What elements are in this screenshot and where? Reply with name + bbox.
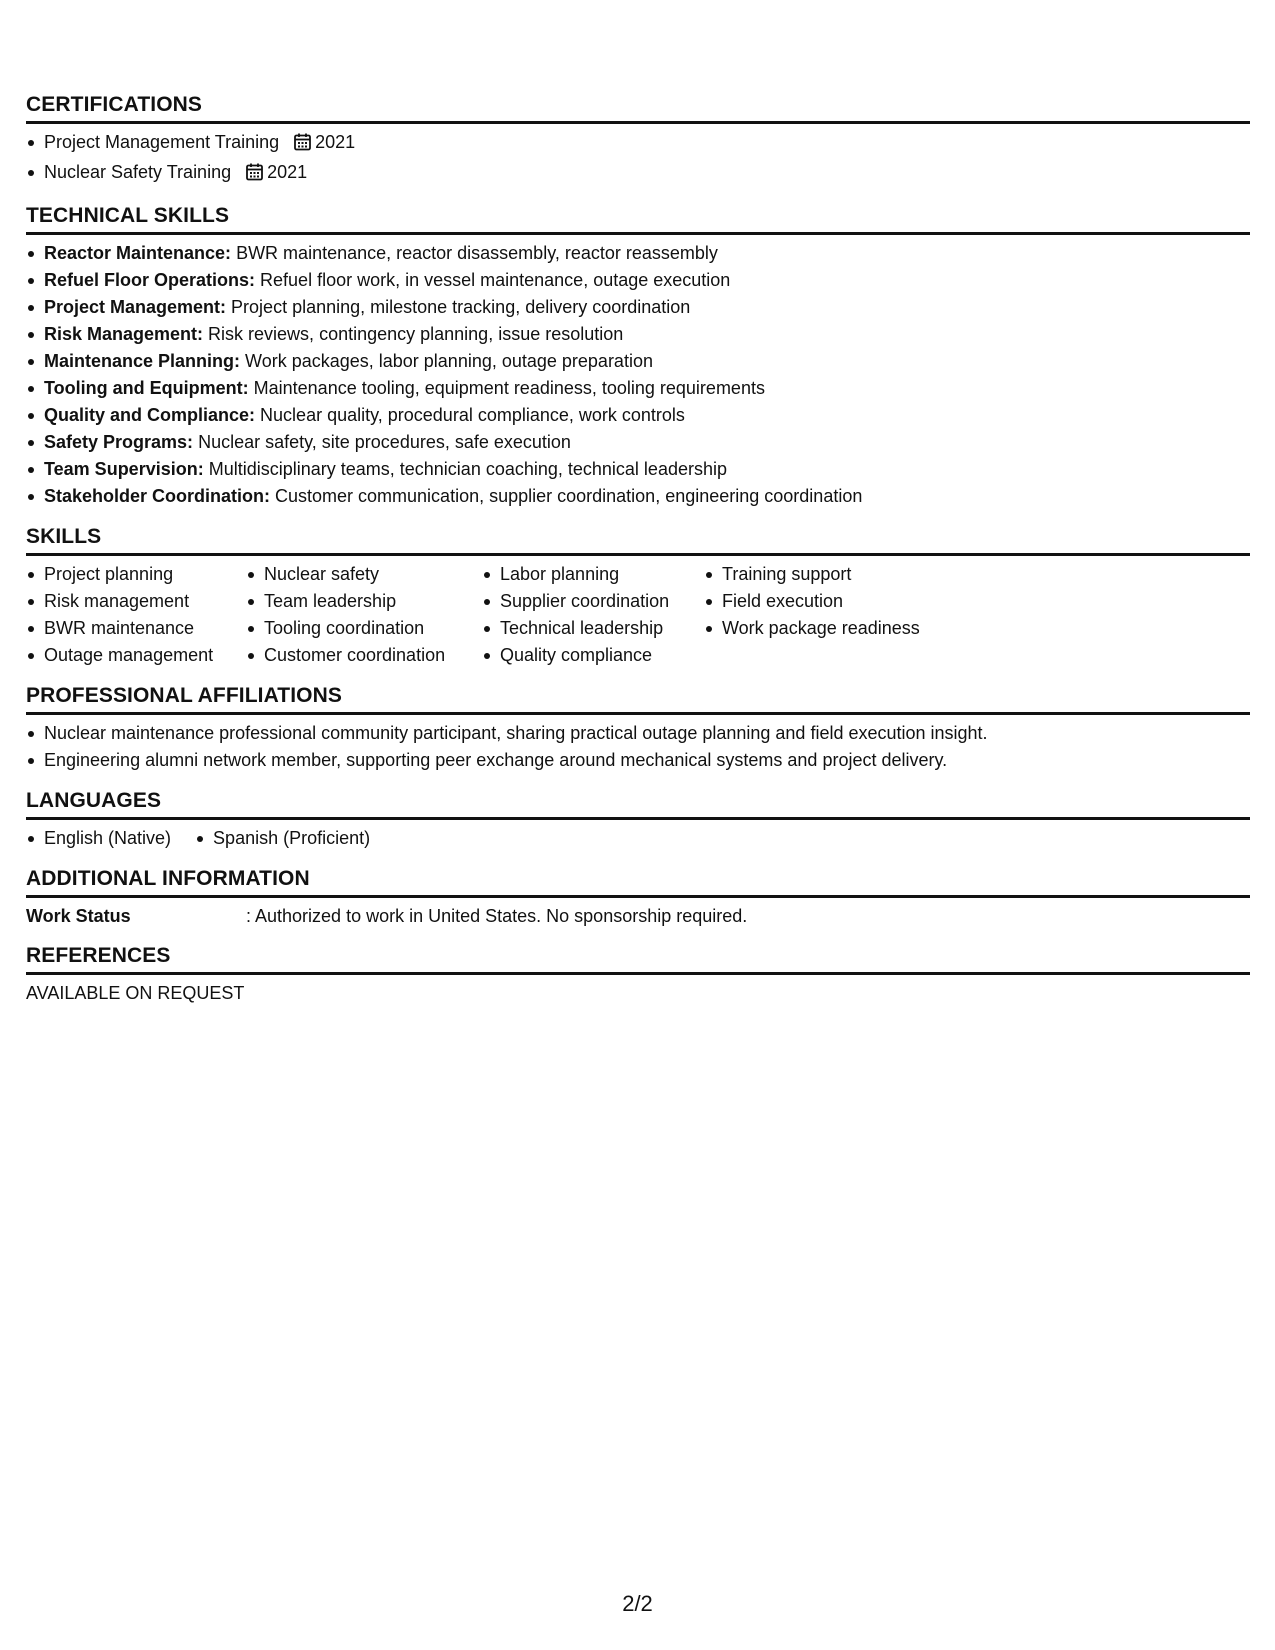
- skills-column: [704, 561, 964, 669]
- skill-text: Maintenance tooling, equipment readiness, tooling requirements: [248, 378, 765, 398]
- certification-name: Nuclear Safety Training: [44, 162, 232, 182]
- certification-name: Project Management Training: [44, 132, 280, 152]
- skill-label: Safety Programs:: [44, 432, 194, 452]
- list-item: Outage management: [26, 642, 246, 669]
- section-title: LANGUAGES: [26, 788, 1250, 820]
- list-item: Nuclear maintenance professional community participant, sharing practical outage planning and field execution insight.: [26, 720, 1250, 747]
- list-item: Technical leadership: [482, 615, 704, 642]
- list-item: [26, 294, 1250, 321]
- list-item: Tooling coordination: [246, 615, 482, 642]
- certification-year: 2021: [267, 162, 308, 182]
- list-item: [26, 483, 1250, 510]
- page-number: 2/2: [622, 1591, 653, 1616]
- references-text: AVAILABLE ON REQUEST: [26, 983, 245, 1003]
- skills-grid: [26, 561, 1250, 669]
- list-item: Engineering alumni network member, supporting peer exchange around mechanical systems and project delivery.: [26, 747, 1250, 774]
- skill-text: Nuclear quality, procedural compliance, work controls: [255, 405, 685, 425]
- list-item: [26, 159, 1250, 189]
- list-item: Work package readiness: [704, 615, 964, 642]
- languages-section: [26, 788, 1250, 852]
- list-item: English (Native): [26, 825, 171, 852]
- list-item: [26, 240, 1250, 267]
- section-title: SKILLS: [26, 524, 1250, 556]
- list-item: [26, 348, 1250, 375]
- calendar-icon: [294, 132, 311, 159]
- skills-section: [26, 524, 1250, 669]
- list-item: Team leadership: [246, 588, 482, 615]
- work-status-value: : Authorized to work in United States. No sponsorship required.: [246, 906, 748, 926]
- section-title: CERTIFICATIONS: [26, 92, 1250, 124]
- section-title: TECHNICAL SKILLS: [26, 203, 1250, 235]
- work-status-row: [26, 903, 1250, 929]
- certifications-list: [26, 129, 1250, 189]
- skill-label: Stakeholder Coordination:: [44, 486, 271, 506]
- list-item: BWR maintenance: [26, 615, 246, 642]
- section-title: PROFESSIONAL AFFILIATIONS: [26, 683, 1250, 715]
- skill-label: Project Management:: [44, 297, 227, 317]
- skill-label: Reactor Maintenance:: [44, 243, 232, 263]
- work-status-label: Work Status: [26, 906, 131, 926]
- skill-label: Quality and Compliance:: [44, 405, 256, 425]
- list-item: [26, 429, 1250, 456]
- section-title: ADDITIONAL INFORMATION: [26, 866, 1250, 898]
- skill-text: Nuclear safety, site procedures, safe execution: [193, 432, 571, 452]
- technical-skills-list: [26, 240, 1250, 510]
- skill-text: Customer communication, supplier coordination, engineering coordination: [270, 486, 863, 506]
- list-item: Quality compliance: [482, 642, 704, 669]
- calendar-icon: [246, 162, 263, 189]
- certifications-section: [26, 92, 1250, 189]
- skills-column: [482, 561, 704, 669]
- list-item: Labor planning: [482, 561, 704, 588]
- list-item: Field execution: [704, 588, 964, 615]
- skill-label: Maintenance Planning:: [44, 351, 241, 371]
- skill-label: Risk Management:: [44, 324, 204, 344]
- list-item: [26, 321, 1250, 348]
- list-item: [26, 456, 1250, 483]
- list-item: Project planning: [26, 561, 246, 588]
- list-item: [26, 402, 1250, 429]
- list-item: Training support: [704, 561, 964, 588]
- resume-page: [26, 92, 1250, 1020]
- certification-year: 2021: [315, 132, 356, 152]
- affiliations-section: [26, 683, 1250, 774]
- skill-text: BWR maintenance, reactor disassembly, reactor reassembly: [231, 243, 718, 263]
- skills-column: [246, 561, 482, 669]
- references-section: [26, 943, 1250, 1006]
- skill-label: Refuel Floor Operations:: [44, 270, 256, 290]
- section-title: REFERENCES: [26, 943, 1250, 975]
- list-item: Nuclear safety: [246, 561, 482, 588]
- technical-skills-section: [26, 203, 1250, 510]
- list-item: Risk management: [26, 588, 246, 615]
- skill-text: Work packages, labor planning, outage preparation: [240, 351, 653, 371]
- skill-text: Refuel floor work, in vessel maintenance, outage execution: [255, 270, 731, 290]
- list-item: [26, 375, 1250, 402]
- skill-label: Team Supervision:: [44, 459, 204, 479]
- skill-text: Project planning, milestone tracking, delivery coordination: [226, 297, 691, 317]
- skill-label: Tooling and Equipment:: [44, 378, 249, 398]
- languages-list: [26, 825, 1250, 852]
- additional-info-section: [26, 866, 1250, 929]
- skill-text: Risk reviews, contingency planning, issue resolution: [203, 324, 624, 344]
- list-item: Customer coordination: [246, 642, 482, 669]
- list-item: [26, 267, 1250, 294]
- affiliations-list: [26, 720, 1250, 774]
- skill-text: Multidisciplinary teams, technician coaching, technical leadership: [203, 459, 727, 479]
- list-item: Spanish (Proficient): [195, 825, 370, 852]
- list-item: [26, 129, 1250, 159]
- skills-column: [26, 561, 246, 669]
- list-item: Supplier coordination: [482, 588, 704, 615]
